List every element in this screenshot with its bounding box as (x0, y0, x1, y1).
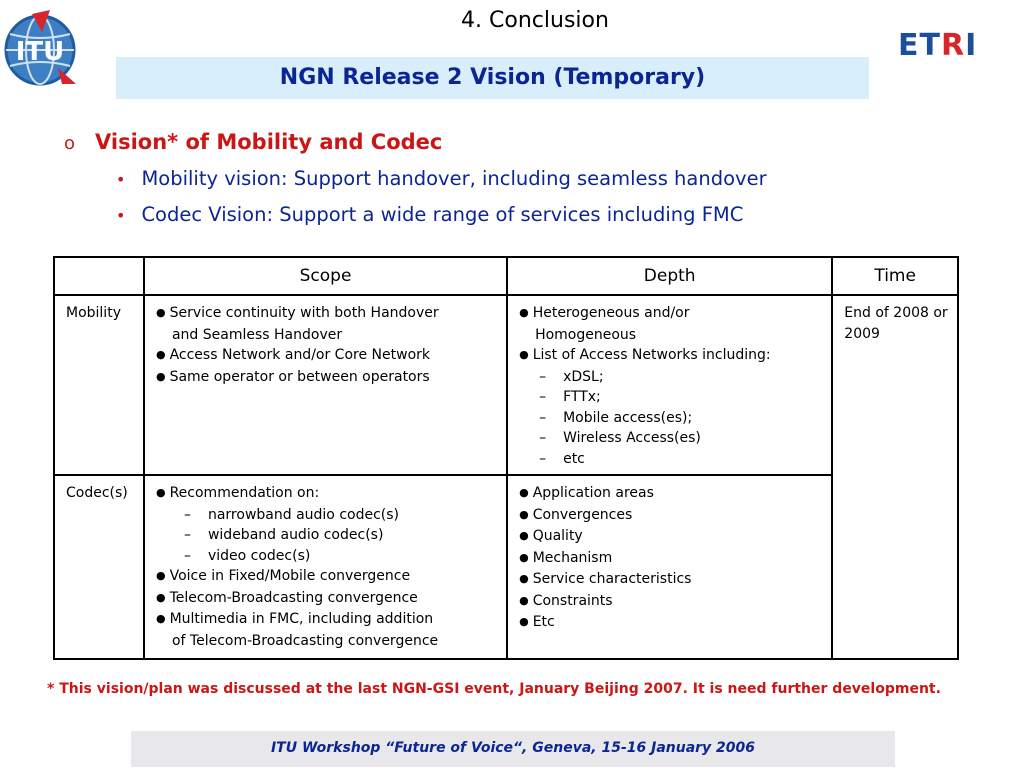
list-item: – narrowband audio codec(s) (183, 506, 399, 523)
list-item: ● Convergences (519, 505, 822, 527)
bullet-codec-vision: • Codec Vision: Support a wide range of services including FMC (116, 203, 744, 226)
vision-heading (64, 130, 442, 154)
etri-logo: ETRI (898, 28, 978, 63)
mobility-scope-cell (144, 295, 507, 475)
header-cell-empty (54, 257, 144, 295)
list-item: and Seamless Handover (171, 326, 343, 343)
list-item: – FTTx; (539, 389, 601, 405)
heading-bullet-icon: o (64, 133, 76, 154)
vision-bullets (116, 167, 767, 239)
header-cell-scope: Scope (144, 257, 507, 295)
codec-depth-cell (507, 475, 832, 659)
svg-text:ITU: ITU (15, 37, 65, 67)
list-item: ● Recommendation on: (156, 483, 497, 505)
list-item: ● Heterogeneous and/or (519, 303, 822, 325)
list-item: ● Application areas (519, 483, 822, 505)
list-item: ● Access Network and/or Core Network (156, 345, 497, 367)
footer-bar: ITU Workshop “Future of Voice“, Geneva, 15-16 January 2006 (131, 731, 895, 767)
mobility-depth-cell (507, 295, 832, 475)
bullet-dot-icon: • (116, 206, 126, 225)
list-item: ● Service characteristics (519, 569, 822, 591)
list-item: ● Constraints (519, 591, 822, 613)
list-item: ● List of Access Networks including: (519, 345, 822, 367)
table-row-mobility (54, 295, 958, 475)
row-label-cell: Codec(s) (54, 475, 144, 659)
list-item: of Telecom-Broadcasting convergence (171, 632, 439, 649)
table-header-row (54, 257, 958, 295)
list-item: ● Same operator or between operators (156, 367, 497, 389)
list-item: – etc (539, 450, 585, 467)
list-item: ● Telecom-Broadcasting convergence (156, 588, 497, 610)
table-row-codec (54, 475, 958, 659)
list-item: ● Service continuity with both Handover (156, 303, 497, 325)
list-item: – video codec(s) (183, 547, 311, 564)
list-item: – Wireless Access(es) (539, 430, 701, 446)
vision-table (53, 256, 959, 660)
slide-title: NGN Release 2 Vision (Temporary) (116, 57, 869, 99)
header-cell-depth: Depth (507, 257, 832, 295)
codec-scope-cell (144, 475, 507, 659)
list-item: ● Multimedia in FMC, including addition (156, 609, 497, 631)
row-label-cell: Mobility (54, 295, 144, 475)
header-cell-time: Time (832, 257, 958, 295)
list-item: – xDSL; (539, 368, 604, 385)
time-cell: End of 2008 or 2009 (832, 295, 958, 659)
list-item: ● Etc (519, 612, 822, 634)
list-item: ● Quality (519, 526, 822, 548)
list-item: ● Voice in Fixed/Mobile convergence (156, 566, 497, 588)
list-item: Homogeneous (535, 326, 637, 343)
section-title: 4. Conclusion (461, 8, 609, 33)
list-item: – wideband audio codec(s) (183, 527, 384, 543)
bullet-dot-icon: • (116, 170, 126, 189)
bullet-mobility-vision: • Mobility vision: Support handover, including seamless handover (116, 167, 767, 190)
list-item: ● Mechanism (519, 548, 822, 570)
footnote: * This vision/plan was discussed at the last NGN-GSI event, January Beijing 2007. It is need further development. (47, 681, 941, 697)
list-item: – Mobile access(es); (539, 409, 693, 426)
vision-heading-text: Vision* of Mobility and Codec (95, 130, 443, 154)
